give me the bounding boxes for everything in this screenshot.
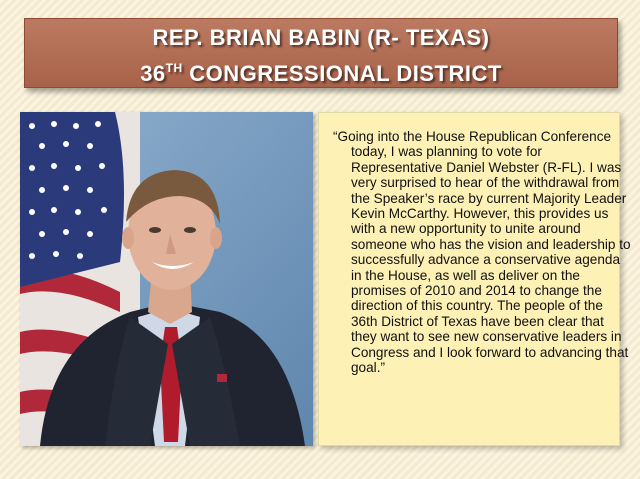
portrait-illustration (20, 112, 313, 446)
title-line-1: REP. BRIAN BABIN (R- TEXAS) (152, 25, 490, 50)
quote-box (318, 112, 631, 446)
title-line-2 (25, 53, 617, 89)
title-banner (24, 18, 618, 88)
district-suffix: TH (165, 61, 183, 75)
quote-text: “Going into the House Republican Conference today, I was planning to vote for Representative Daniel Webster (R-FL). I was very surprised to hear of the withdrawal from the Speaker’s race by current Majority Leader Kevin McCarthy. However, this provides us with a new opportunity to unite around someone who has the vision and leadership to successfully advance a conservative agenda in the House, as well as deliver on the promises of 2010 and 2014 to change the direction of this country. The people of the 36th District of Texas have been clear that they want to see new conservative leaders in Congress and I look forward to advancing that goal.” (333, 129, 631, 376)
district-label: CONGRESSIONAL DISTRICT (182, 61, 502, 86)
flag-pin-icon (217, 374, 227, 382)
portrait-photo (20, 112, 313, 446)
district-number: 36 (140, 61, 166, 86)
